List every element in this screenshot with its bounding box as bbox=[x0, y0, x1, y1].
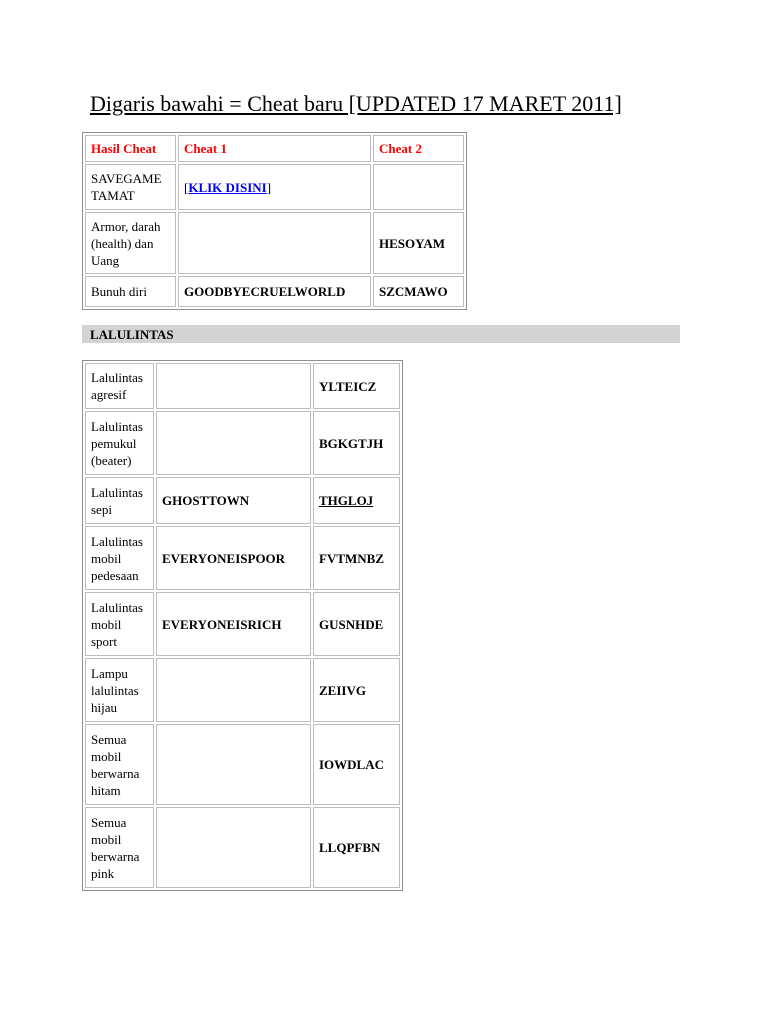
table-row bbox=[85, 411, 400, 475]
table-row bbox=[85, 276, 464, 307]
bracket-close: ] bbox=[266, 179, 272, 195]
cheat1-cell bbox=[156, 724, 311, 805]
cheat2-cell: BGKGTJH bbox=[313, 411, 400, 475]
table-row bbox=[85, 526, 400, 590]
cheat1-cell bbox=[156, 807, 311, 888]
cheat2-cell: ZEIIVG bbox=[313, 658, 400, 722]
cheat-table-main bbox=[82, 132, 467, 310]
cheat1-cell bbox=[178, 212, 371, 274]
bracket-open: [ bbox=[184, 179, 189, 195]
result-cell: Semua mobil berwarna hitam bbox=[85, 724, 154, 805]
cheat2-cell: LLQPFBN bbox=[313, 807, 400, 888]
table-row bbox=[85, 164, 464, 210]
table-row bbox=[85, 658, 400, 722]
cheat-table-traffic bbox=[82, 360, 403, 891]
result-cell: Semua mobil berwarna pink bbox=[85, 807, 154, 888]
cheat1-cell bbox=[156, 363, 311, 409]
header-cheat-1: Cheat 1 bbox=[178, 135, 371, 162]
cheat2-cell bbox=[373, 164, 464, 210]
cheat2-cell: SZCMAWO bbox=[373, 276, 464, 307]
section-title: LALULINTAS bbox=[90, 327, 174, 342]
table-row bbox=[85, 807, 400, 888]
cheat2-cell: FVTMNBZ bbox=[313, 526, 400, 590]
result-cell: Bunuh diri bbox=[85, 276, 176, 307]
page-title: Digaris bawahi = Cheat baru [UPDATED 17 MARET 2011] bbox=[90, 91, 622, 116]
cheat1-cell bbox=[156, 411, 311, 475]
cheat1-cell: EVERYONEISRICH bbox=[156, 592, 311, 656]
result-cell: Lalulintas mobil sport bbox=[85, 592, 154, 656]
table-header-row bbox=[85, 135, 464, 162]
cheat1-cell: EVERYONEISPOOR bbox=[156, 526, 311, 590]
table-row bbox=[85, 724, 400, 805]
result-cell: SAVEGAME TAMAT bbox=[85, 164, 176, 210]
cheat1-cell bbox=[156, 658, 311, 722]
cheat1-cell: GHOSTTOWN bbox=[156, 477, 311, 524]
cheat2-cell: IOWDLAC bbox=[313, 724, 400, 805]
cheat1-cell bbox=[178, 164, 371, 210]
cheat1-cell: GOODBYECRUELWORLD bbox=[178, 276, 371, 307]
cheat2-cell: THGLOJ bbox=[313, 477, 400, 524]
cheat2-cell: GUSNHDE bbox=[313, 592, 400, 656]
result-cell: Lalulintas sepi bbox=[85, 477, 154, 524]
result-cell: Lalulintas pemukul (beater) bbox=[85, 411, 154, 475]
section-header-lalulintas bbox=[82, 325, 680, 343]
result-cell: Armor, darah (health) dan Uang bbox=[85, 212, 176, 274]
table-row bbox=[85, 212, 464, 274]
header-cheat-2: Cheat 2 bbox=[373, 135, 464, 162]
table-row bbox=[85, 592, 400, 656]
cheat2-cell: HESOYAM bbox=[373, 212, 464, 274]
table-row bbox=[85, 477, 400, 524]
klik-disini-link[interactable]: KLIK DISINI bbox=[188, 179, 267, 195]
table-row bbox=[85, 363, 400, 409]
result-cell: Lalulintas mobil pedesaan bbox=[85, 526, 154, 590]
result-cell: Lampu lalulintas hijau bbox=[85, 658, 154, 722]
result-cell: Lalulintas agresif bbox=[85, 363, 154, 409]
header-hasil-cheat: Hasil Cheat bbox=[85, 135, 176, 162]
cheat2-cell: YLTEICZ bbox=[313, 363, 400, 409]
